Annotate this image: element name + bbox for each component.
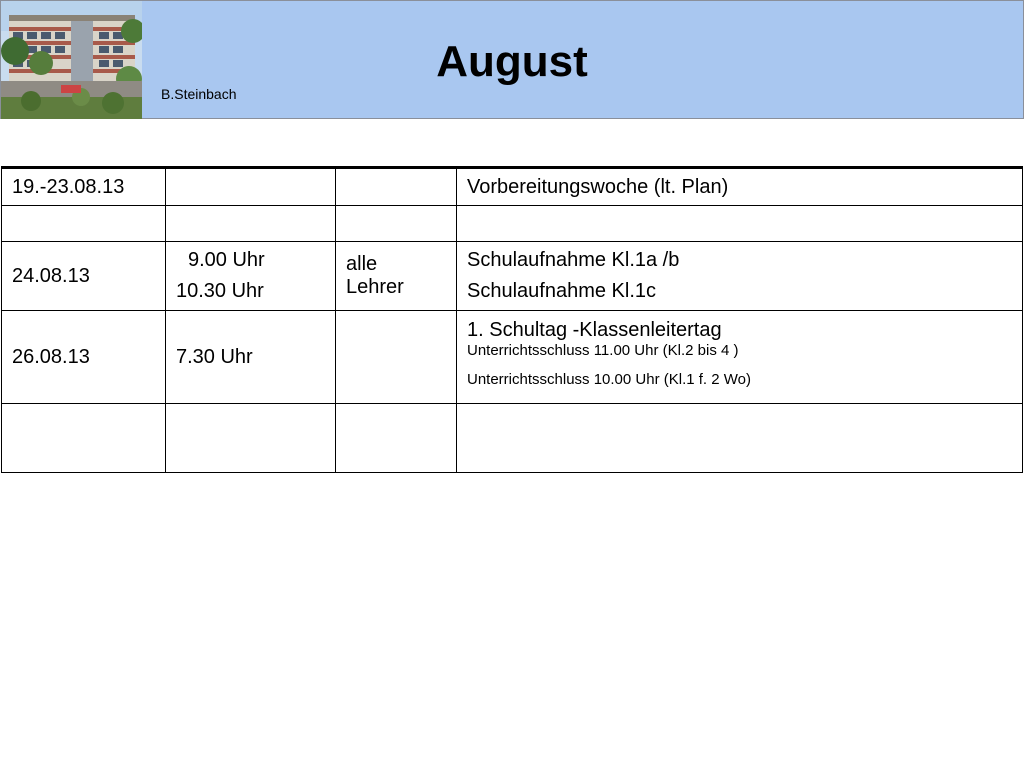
- participants-cell: [336, 404, 457, 473]
- date-cell: 24.08.13: [2, 242, 166, 311]
- event-cell: [457, 206, 1023, 242]
- table-row: [2, 206, 1023, 242]
- event-cell: [457, 404, 1023, 473]
- time-line: 10.30 Uhr: [176, 280, 264, 302]
- author-label: B.Steinbach: [161, 86, 237, 102]
- page-header: [0, 0, 1024, 119]
- participants-line: alle: [346, 253, 378, 275]
- time-cell: [166, 242, 336, 311]
- event-note: Unterrichtsschluss 10.00 Uhr (Kl.1 f. 2 Wo): [467, 371, 751, 389]
- event-line: Schulaufnahme Kl.1a /b: [467, 249, 680, 271]
- event-line: Schulaufnahme Kl.1c: [467, 280, 657, 302]
- participants-line: Lehrer: [346, 276, 404, 298]
- time-cell: [166, 311, 336, 404]
- participants-cell: [336, 168, 457, 206]
- time-cell: [166, 168, 336, 206]
- event-note: Unterrichtsschluss 11.00 Uhr (Kl.2 bis 4 ): [467, 342, 739, 359]
- event-cell: [457, 242, 1023, 311]
- time-line: 9.00 Uhr: [188, 249, 265, 271]
- participants-cell: [336, 311, 457, 404]
- table-row: [2, 242, 1023, 311]
- date-cell: [2, 206, 166, 242]
- table-row: [2, 311, 1023, 404]
- date-cell: [2, 404, 166, 473]
- table-row: [2, 404, 1023, 473]
- participants-cell: [336, 206, 457, 242]
- page-title: [1, 37, 1023, 87]
- time-cell: [166, 206, 336, 242]
- event-cell: [457, 311, 1023, 404]
- participants-cell: [336, 242, 457, 311]
- schedule-table: [1, 166, 1023, 473]
- event-line: 1. Schultag -Klassenleitertag: [467, 319, 722, 341]
- table-row: [2, 168, 1023, 206]
- event-line: Vorbereitungswoche (lt. Plan): [467, 175, 729, 198]
- title-text: August: [436, 37, 588, 86]
- time-cell: [166, 404, 336, 473]
- date-cell: 19.-23.08.13: [2, 168, 166, 206]
- date-cell: 26.08.13: [2, 311, 166, 404]
- time-line: 7.30 Uhr: [176, 345, 253, 368]
- event-cell: [457, 168, 1023, 206]
